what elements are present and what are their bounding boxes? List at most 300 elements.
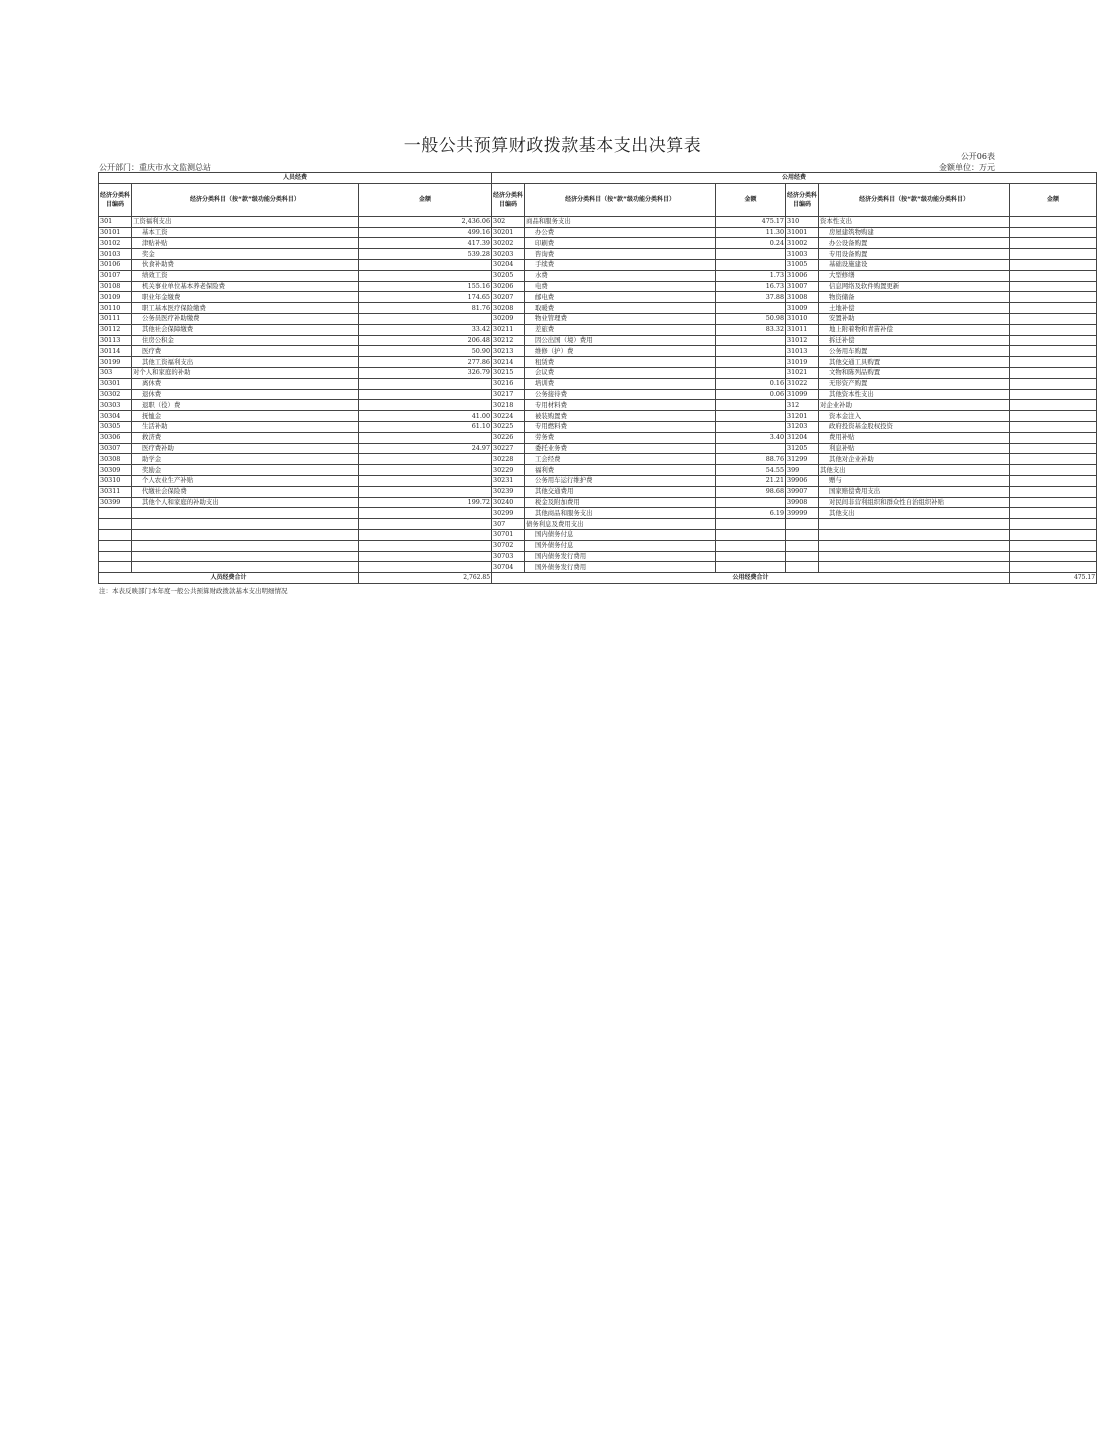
code-cell: 30225 <box>492 421 525 432</box>
name-cell: 其他对企业补助 <box>819 454 1010 465</box>
code-cell: 30308 <box>99 454 132 465</box>
amount-cell <box>1010 529 1097 540</box>
table-row <box>99 497 1097 508</box>
amount-cell <box>1010 292 1097 303</box>
table-row <box>99 313 1097 324</box>
table-row <box>99 227 1097 238</box>
amount-cell: 417.39 <box>359 238 492 249</box>
amount-cell <box>716 303 786 314</box>
name-cell: 职业年金缴费 <box>132 292 359 303</box>
name-cell: 公务接待费 <box>525 389 716 400</box>
amount-cell <box>716 335 786 346</box>
code-cell: 31022 <box>786 378 819 389</box>
amount-cell: 475.17 <box>716 216 786 227</box>
code-cell: 30107 <box>99 270 132 281</box>
table-row <box>99 454 1097 465</box>
code-cell <box>99 529 132 540</box>
personnel-total-label: 人员经费合计 <box>99 573 359 584</box>
name-cell: 绩效工资 <box>132 270 359 281</box>
name-cell <box>132 540 359 551</box>
amount-cell: 539.28 <box>359 249 492 260</box>
amount-cell: 21.21 <box>716 475 786 486</box>
code-cell: 31204 <box>786 432 819 443</box>
department-label: 公开部门：重庆市水文监测总站 <box>99 163 211 172</box>
name-cell: 办公设备购置 <box>819 238 1010 249</box>
amount-cell <box>359 486 492 497</box>
table-row <box>99 529 1097 540</box>
table-row <box>99 367 1097 378</box>
amount-cell <box>359 519 492 530</box>
amount-cell: 1.73 <box>716 270 786 281</box>
amount-cell <box>359 454 492 465</box>
amount-cell <box>359 540 492 551</box>
name-cell: 助学金 <box>132 454 359 465</box>
code-cell: 30110 <box>99 303 132 314</box>
code-cell: 30217 <box>492 389 525 400</box>
code-cell: 30701 <box>492 529 525 540</box>
name-cell: 伙食补助费 <box>132 259 359 270</box>
code-cell <box>99 562 132 573</box>
amount-cell: 326.79 <box>359 367 492 378</box>
code-cell: 31021 <box>786 367 819 378</box>
amount-cell: 499.16 <box>359 227 492 238</box>
name-cell <box>132 508 359 519</box>
table-row <box>99 216 1097 227</box>
amount-cell <box>359 313 492 324</box>
name-cell: 其他工资福利支出 <box>132 357 359 368</box>
amount-cell <box>1010 454 1097 465</box>
code-cell: 31203 <box>786 421 819 432</box>
amount-cell: 50.90 <box>359 346 492 357</box>
code-cell: 31013 <box>786 346 819 357</box>
amount-cell <box>359 389 492 400</box>
name-cell: 委托业务费 <box>525 443 716 454</box>
amount-cell: 155.16 <box>359 281 492 292</box>
table-row <box>99 324 1097 335</box>
code-cell: 30216 <box>492 378 525 389</box>
name-cell: 印刷费 <box>525 238 716 249</box>
code-cell: 301 <box>99 216 132 227</box>
amount-cell <box>359 508 492 519</box>
code-cell: 30307 <box>99 443 132 454</box>
amount-cell: 37.88 <box>716 292 786 303</box>
amount-cell <box>1010 216 1097 227</box>
code-cell: 31010 <box>786 313 819 324</box>
amount-cell: 88.76 <box>716 454 786 465</box>
code-cell: 30114 <box>99 346 132 357</box>
name-cell: 专用设备购置 <box>819 249 1010 260</box>
name-cell: 国外债务付息 <box>525 540 716 551</box>
name-cell: 土地补偿 <box>819 303 1010 314</box>
amount-cell: 61.10 <box>359 421 492 432</box>
name-cell: 其他交通工具购置 <box>819 357 1010 368</box>
name-cell: 物资储备 <box>819 292 1010 303</box>
code-cell: 30218 <box>492 400 525 411</box>
amount-cell: 0.24 <box>716 238 786 249</box>
name-cell: 离休费 <box>132 378 359 389</box>
name-cell: 商品和服务支出 <box>525 216 716 227</box>
amount-cell <box>716 249 786 260</box>
table-row <box>99 432 1097 443</box>
code-cell: 30108 <box>99 281 132 292</box>
name-cell: 信息网络及软件购置更新 <box>819 281 1010 292</box>
name-cell: 办公费 <box>525 227 716 238</box>
table-row <box>99 486 1097 497</box>
amount-cell <box>1010 432 1097 443</box>
table-row <box>99 357 1097 368</box>
amount-cell <box>716 562 786 573</box>
name-cell: 劳务费 <box>525 432 716 443</box>
amount-cell <box>359 529 492 540</box>
table-row <box>99 335 1097 346</box>
code-cell: 302 <box>492 216 525 227</box>
amount-cell: 16.73 <box>716 281 786 292</box>
code-cell: 31201 <box>786 411 819 422</box>
code-cell: 31099 <box>786 389 819 400</box>
amount-cell <box>1010 346 1097 357</box>
amount-cell <box>1010 357 1097 368</box>
amount-cell <box>1010 519 1097 530</box>
code-cell: 31019 <box>786 357 819 368</box>
table-row <box>99 400 1097 411</box>
amount-cell <box>359 562 492 573</box>
code-cell <box>786 519 819 530</box>
name-cell: 抚恤金 <box>132 411 359 422</box>
name-cell: 利息补贴 <box>819 443 1010 454</box>
code-cell: 30205 <box>492 270 525 281</box>
name-cell: 文物和陈列品购置 <box>819 367 1010 378</box>
code-cell: 31003 <box>786 249 819 260</box>
code-cell: 30206 <box>492 281 525 292</box>
name-cell: 债务利息及费用支出 <box>525 519 716 530</box>
name-cell: 拆迁补偿 <box>819 335 1010 346</box>
amount-cell: 3.40 <box>716 432 786 443</box>
amount-cell: 277.86 <box>359 357 492 368</box>
name-cell: 代缴社会保险费 <box>132 486 359 497</box>
amount-cell <box>716 259 786 270</box>
amount-cell: 0.06 <box>716 389 786 400</box>
name-cell <box>132 551 359 562</box>
name-cell: 其他交通费用 <box>525 486 716 497</box>
table-row <box>99 259 1097 270</box>
amount-cell <box>1010 465 1097 476</box>
table-row <box>99 540 1097 551</box>
table-row <box>99 346 1097 357</box>
code-cell: 30204 <box>492 259 525 270</box>
name-cell: 国家赔偿费用支出 <box>819 486 1010 497</box>
name-cell: 津贴补贴 <box>132 238 359 249</box>
amount-cell <box>1010 249 1097 260</box>
amount-cell <box>1010 378 1097 389</box>
code-header: 经济分类科目编码 <box>99 183 132 216</box>
amount-cell <box>1010 313 1097 324</box>
code-cell: 30702 <box>492 540 525 551</box>
name-cell <box>132 562 359 573</box>
code-cell: 30202 <box>492 238 525 249</box>
code-cell <box>99 540 132 551</box>
code-cell: 30302 <box>99 389 132 400</box>
name-cell: 政府投资基金股权投资 <box>819 421 1010 432</box>
code-cell: 30229 <box>492 465 525 476</box>
code-cell: 30113 <box>99 335 132 346</box>
code-cell: 30309 <box>99 465 132 476</box>
code-cell: 30703 <box>492 551 525 562</box>
public-total-amount: 475.17 <box>1010 573 1097 584</box>
name-cell: 国内债务付息 <box>525 529 716 540</box>
name-cell <box>132 519 359 530</box>
amount-cell <box>716 529 786 540</box>
amount-cell <box>716 497 786 508</box>
code-cell: 399 <box>786 465 819 476</box>
code-cell: 30103 <box>99 249 132 260</box>
amount-cell <box>716 411 786 422</box>
table-row <box>99 508 1097 519</box>
name-cell: 维修（护）费 <box>525 346 716 357</box>
code-cell <box>99 519 132 530</box>
table-row <box>99 519 1097 530</box>
amount-cell <box>716 400 786 411</box>
code-cell: 30199 <box>99 357 132 368</box>
table-row <box>99 238 1097 249</box>
code-cell: 39907 <box>786 486 819 497</box>
name-cell: 其他社会保障缴费 <box>132 324 359 335</box>
code-cell: 30704 <box>492 562 525 573</box>
amount-cell: 98.68 <box>716 486 786 497</box>
name-cell: 其他支出 <box>819 508 1010 519</box>
name-cell <box>819 551 1010 562</box>
code-cell: 30301 <box>99 378 132 389</box>
table-row <box>99 411 1097 422</box>
amount-cell: 11.30 <box>716 227 786 238</box>
code-cell: 303 <box>99 367 132 378</box>
personnel-total-amount: 2,762.85 <box>359 573 492 584</box>
table-row <box>99 389 1097 400</box>
name-cell <box>819 540 1010 551</box>
amount-cell: 83.32 <box>716 324 786 335</box>
amount-cell <box>359 270 492 281</box>
name-cell: 房屋建筑物购建 <box>819 227 1010 238</box>
code-cell: 31009 <box>786 303 819 314</box>
code-cell: 30213 <box>492 346 525 357</box>
code-cell: 30201 <box>492 227 525 238</box>
code-cell: 30203 <box>492 249 525 260</box>
name-header: 经济分类科目（按“款”级功能分类科目） <box>819 183 1010 216</box>
code-cell: 30399 <box>99 497 132 508</box>
code-cell <box>786 540 819 551</box>
name-cell: 会议费 <box>525 367 716 378</box>
amount-cell <box>1010 562 1097 573</box>
code-cell: 30306 <box>99 432 132 443</box>
amount-cell <box>1010 551 1097 562</box>
name-cell: 机关事业单位基本养老保险费 <box>132 281 359 292</box>
table-row <box>99 292 1097 303</box>
name-cell <box>132 529 359 540</box>
code-cell: 30212 <box>492 335 525 346</box>
amount-header: 金额 <box>716 183 786 216</box>
name-cell <box>819 519 1010 530</box>
amount-cell <box>716 367 786 378</box>
code-cell: 30226 <box>492 432 525 443</box>
code-cell <box>786 551 819 562</box>
amount-cell <box>1010 270 1097 281</box>
amount-cell: 0.16 <box>716 378 786 389</box>
table-row <box>99 378 1097 389</box>
code-cell: 307 <box>492 519 525 530</box>
amount-header: 金额 <box>1010 183 1097 216</box>
name-cell: 福利费 <box>525 465 716 476</box>
code-cell: 31008 <box>786 292 819 303</box>
name-cell: 救济费 <box>132 432 359 443</box>
totals-row <box>99 573 1097 584</box>
name-cell: 公务用车购置 <box>819 346 1010 357</box>
form-number: 公开06表 <box>960 152 995 161</box>
amount-cell <box>359 400 492 411</box>
amount-cell: 199.72 <box>359 497 492 508</box>
code-cell: 30215 <box>492 367 525 378</box>
name-cell: 租赁费 <box>525 357 716 368</box>
name-cell: 职工基本医疗保险缴费 <box>132 303 359 314</box>
public-header: 公用经费 <box>492 173 1097 184</box>
code-cell: 30106 <box>99 259 132 270</box>
code-cell: 30304 <box>99 411 132 422</box>
name-cell: 退职（役）费 <box>132 400 359 411</box>
code-cell: 30102 <box>99 238 132 249</box>
name-cell: 国内债务发行费用 <box>525 551 716 562</box>
name-cell: 个人农业生产补贴 <box>132 475 359 486</box>
amount-cell <box>359 432 492 443</box>
amount-cell: 206.48 <box>359 335 492 346</box>
table-row <box>99 475 1097 486</box>
name-cell: 专用燃料费 <box>525 421 716 432</box>
code-cell: 31001 <box>786 227 819 238</box>
code-cell <box>99 551 132 562</box>
name-cell: 咨询费 <box>525 249 716 260</box>
name-cell: 水费 <box>525 270 716 281</box>
code-cell: 30305 <box>99 421 132 432</box>
code-cell: 30209 <box>492 313 525 324</box>
amount-cell <box>1010 475 1097 486</box>
amount-cell: 6.19 <box>716 508 786 519</box>
table-row <box>99 465 1097 476</box>
code-cell <box>99 508 132 519</box>
amount-cell <box>716 551 786 562</box>
code-cell: 31006 <box>786 270 819 281</box>
name-cell: 住房公积金 <box>132 335 359 346</box>
amount-cell <box>359 551 492 562</box>
name-cell: 其他个人和家庭的补助支出 <box>132 497 359 508</box>
name-header: 经济分类科目（按“款”级功能分类科目） <box>132 183 359 216</box>
amount-cell: 2,436.06 <box>359 216 492 227</box>
name-cell: 因公出国（境）费用 <box>525 335 716 346</box>
name-cell: 其他资本性支出 <box>819 389 1010 400</box>
personnel-header: 人员经费 <box>99 173 492 184</box>
code-cell: 39908 <box>786 497 819 508</box>
code-cell <box>786 562 819 573</box>
name-cell: 差旅费 <box>525 324 716 335</box>
name-cell: 无形资产购置 <box>819 378 1010 389</box>
expenditure-table <box>98 172 1097 584</box>
code-cell: 30240 <box>492 497 525 508</box>
code-cell: 30208 <box>492 303 525 314</box>
code-cell: 31205 <box>786 443 819 454</box>
name-cell: 取暖费 <box>525 303 716 314</box>
name-cell: 医疗费补助 <box>132 443 359 454</box>
name-cell: 对民间非营利组织和群众性自治组织补贴 <box>819 497 1010 508</box>
amount-cell <box>1010 324 1097 335</box>
name-cell: 奖金 <box>132 249 359 260</box>
name-cell <box>819 529 1010 540</box>
code-cell: 30303 <box>99 400 132 411</box>
amount-cell: 174.65 <box>359 292 492 303</box>
code-cell: 30239 <box>492 486 525 497</box>
code-cell: 30109 <box>99 292 132 303</box>
amount-cell <box>1010 227 1097 238</box>
amount-cell <box>359 378 492 389</box>
code-cell: 39906 <box>786 475 819 486</box>
code-cell: 30111 <box>99 313 132 324</box>
amount-cell: 54.55 <box>716 465 786 476</box>
table-row <box>99 270 1097 281</box>
amount-cell: 81.76 <box>359 303 492 314</box>
amount-cell <box>1010 443 1097 454</box>
amount-cell <box>716 540 786 551</box>
code-header: 经济分类科目编码 <box>492 183 525 216</box>
footnote: 注：本表反映部门本年度一般公共预算财政拨款基本支出明细情况 <box>99 587 288 595</box>
amount-cell: 41.00 <box>359 411 492 422</box>
name-cell: 对个人和家庭的补助 <box>132 367 359 378</box>
amount-cell <box>359 475 492 486</box>
code-cell: 30310 <box>99 475 132 486</box>
unit-label: 金额单位：万元 <box>939 163 995 172</box>
amount-cell <box>1010 259 1097 270</box>
code-cell: 31012 <box>786 335 819 346</box>
name-cell: 赠与 <box>819 475 1010 486</box>
amount-cell <box>716 421 786 432</box>
table-row <box>99 249 1097 260</box>
amount-header: 金额 <box>359 183 492 216</box>
name-cell: 公务用车运行维护费 <box>525 475 716 486</box>
code-cell: 30227 <box>492 443 525 454</box>
table-row <box>99 303 1097 314</box>
amount-cell <box>1010 367 1097 378</box>
table-row <box>99 281 1097 292</box>
amount-cell <box>1010 508 1097 519</box>
amount-cell: 50.98 <box>716 313 786 324</box>
name-cell: 手续费 <box>525 259 716 270</box>
name-cell: 电费 <box>525 281 716 292</box>
amount-cell <box>1010 421 1097 432</box>
code-cell: 30228 <box>492 454 525 465</box>
name-cell: 工会经费 <box>525 454 716 465</box>
amount-cell <box>716 346 786 357</box>
name-cell: 安置补助 <box>819 313 1010 324</box>
amount-cell <box>1010 497 1097 508</box>
name-cell: 费用补贴 <box>819 432 1010 443</box>
name-cell: 其他商品和服务支出 <box>525 508 716 519</box>
name-cell: 生活补助 <box>132 421 359 432</box>
name-cell: 地上附着物和青苗补偿 <box>819 324 1010 335</box>
name-cell: 退休费 <box>132 389 359 400</box>
name-cell: 国外债务发行费用 <box>525 562 716 573</box>
amount-cell: 24.97 <box>359 443 492 454</box>
name-cell <box>819 562 1010 573</box>
code-cell: 31005 <box>786 259 819 270</box>
name-cell: 其他支出 <box>819 465 1010 476</box>
code-cell: 30214 <box>492 357 525 368</box>
code-cell: 39999 <box>786 508 819 519</box>
code-cell: 30311 <box>99 486 132 497</box>
amount-cell <box>1010 486 1097 497</box>
